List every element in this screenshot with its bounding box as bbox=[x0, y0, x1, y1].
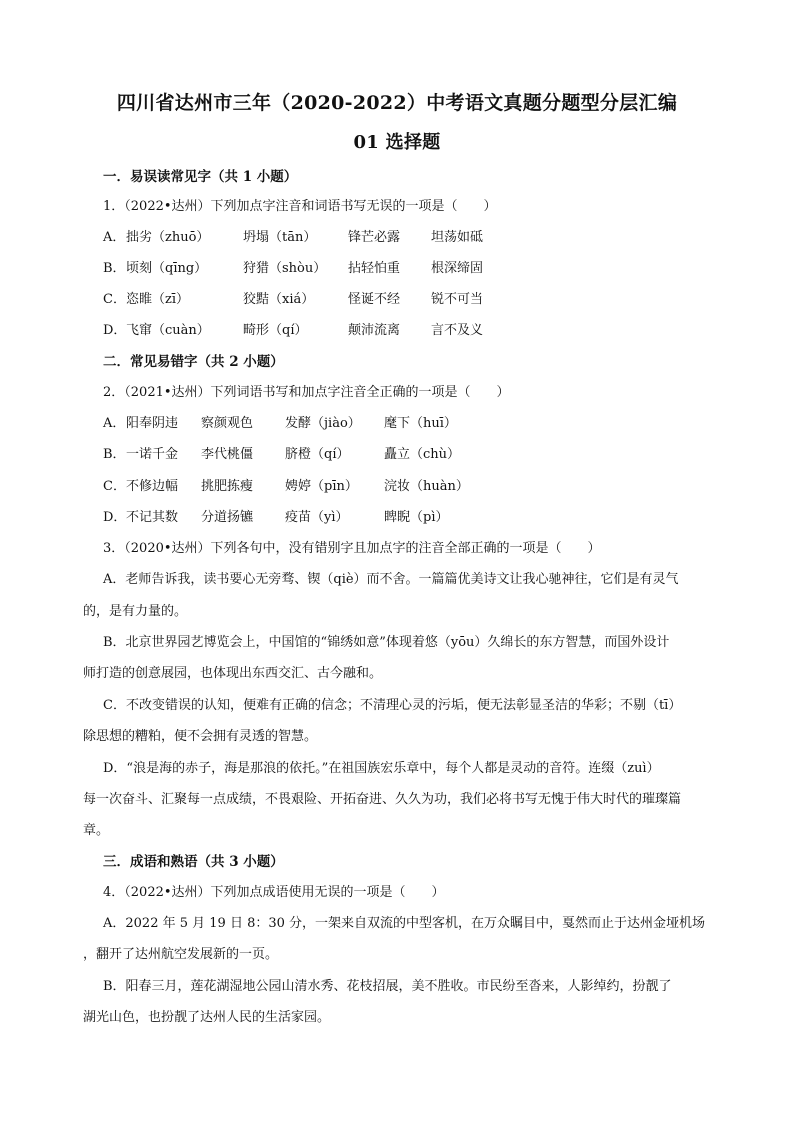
option-item: 发酵（jiào） bbox=[285, 416, 361, 431]
option-item: 脐橙（qí） bbox=[285, 447, 350, 462]
option-item: 拈轻怕重 bbox=[348, 261, 401, 276]
question-stem: 4．（2022•达州）下列加点成语使用无误的一项是（ ） bbox=[103, 885, 445, 900]
paragraph-line: 师打造的创意展园，也体现出东西交汇、古今融和。 bbox=[83, 666, 383, 681]
option-item: 察颜观色 bbox=[201, 416, 254, 431]
option-item: 娉婷（pīn） bbox=[285, 479, 358, 494]
option-item: 畸形（qí） bbox=[243, 323, 308, 338]
document-subtitle: 01 选择题 bbox=[353, 132, 441, 153]
option-item: 拙劣（zhuō） bbox=[126, 230, 210, 245]
option-item: 顷刻（qīng） bbox=[126, 261, 208, 276]
option-item: 颠沛流离 bbox=[348, 323, 401, 338]
option-item: 疫苗（yì） bbox=[285, 510, 349, 525]
option-label: A． bbox=[103, 416, 126, 431]
option-item: 根深缔固 bbox=[431, 261, 484, 276]
paragraph-line: 章。 bbox=[83, 823, 110, 838]
option-item: 锐不可当 bbox=[431, 292, 484, 307]
option-item: 狩猎（shòu） bbox=[243, 261, 327, 276]
paragraph-line: D．“浪是海的赤子，海是那浪的依托。”在祖国族宏乐章中，每个人都是灵动的音符。连缀（zuì） bbox=[103, 761, 660, 776]
option-item: 阳奉阴违 bbox=[126, 416, 179, 431]
option-item: 不记其数 bbox=[126, 510, 179, 525]
paragraph-line: ，翻开了达州航空发展新的一页。 bbox=[83, 947, 279, 962]
option-item: 矗立（chù） bbox=[384, 447, 461, 462]
option-item: 挑肥拣瘦 bbox=[201, 479, 254, 494]
paragraph-line: 每一次奋斗、汇聚每一点成绩，不畏艰险、开拓奋进、久久为功，我们必将书写无愧于伟大时代的璀璨篇 bbox=[83, 792, 682, 807]
question-stem: 2．（2021•达州）下列词语书写和加点字注音全正确的一项是（ ） bbox=[103, 385, 510, 400]
paragraph-line: C．不改变错误的认知，便难有正确的信念；不清理心灵的污垢，便无法彰显圣洁的华彩；不剔（tī） bbox=[103, 698, 682, 713]
option-item: 分道扬镳 bbox=[201, 510, 254, 525]
document-title: 四川省达州市三年（2020-2022）中考语文真题分题型分层汇编 bbox=[116, 92, 678, 114]
paragraph-line: 的，是有力量的。 bbox=[83, 604, 188, 619]
option-item: 睥睨（pì） bbox=[384, 510, 449, 525]
paragraph-line: 除思想的糟粕，便不会拥有灵透的智慧。 bbox=[83, 729, 318, 744]
option-label: A． bbox=[103, 230, 126, 245]
option-label: B． bbox=[103, 261, 126, 276]
option-item: 怪诞不经 bbox=[348, 292, 401, 307]
question-stem: 3．（2020•达州）下列各句中，没有错别字且加点字的注音全部正确的一项是（ ） bbox=[103, 541, 601, 556]
option-item: 麾下（huī） bbox=[384, 416, 457, 431]
option-label: D． bbox=[103, 323, 127, 338]
option-item: 坍塌（tān） bbox=[243, 230, 317, 245]
option-item: 锋芒必露 bbox=[348, 230, 401, 245]
section-heading: 二．常见易错字（共 2 小题） bbox=[103, 354, 284, 370]
section-heading: 三．成语和熟语（共 3 小题） bbox=[103, 854, 284, 870]
paragraph-line: B．阳春三月，莲花湖湿地公园山清水秀、花枝招展，美不胜收。市民纷至沓来，人影绰约，扮靓了 bbox=[103, 979, 672, 994]
paragraph-line: B．北京世界园艺博览会上，中国馆的“锦绣如意”体现着悠（yōu）久绵长的东方智慧，而国外设计 bbox=[103, 635, 670, 650]
paragraph-line: A．老师告诉我，读书要心无旁骛、锲（qiè）而不舍。一篇篇优美诗文让我心驰神往，它们是有灵气 bbox=[103, 572, 679, 587]
option-label: C． bbox=[103, 479, 126, 494]
option-item: 不修边幅 bbox=[126, 479, 179, 494]
question-stem: 1．（2022•达州）下列加点字注音和词语书写无误的一项是（ ） bbox=[103, 199, 497, 214]
section-heading: 一．易误读常见字（共 1 小题） bbox=[103, 169, 298, 185]
paragraph-line: A．2022 年 5 月 19 日 8：30 分，一架来自双流的中型客机，在万众瞩目中，戛然而止于达州金垭机场 bbox=[103, 916, 706, 931]
option-label: D． bbox=[103, 510, 127, 525]
option-item: 狡黠（xiá） bbox=[243, 292, 315, 307]
option-item: 李代桃僵 bbox=[201, 447, 254, 462]
option-item: 恣睢（zī） bbox=[126, 292, 190, 307]
option-label: B． bbox=[103, 447, 126, 462]
option-item: 飞窜（cuàn） bbox=[126, 323, 210, 338]
paragraph-line: 湖光山色，也扮靓了达州人民的生活家园。 bbox=[83, 1010, 331, 1025]
option-item: 言不及义 bbox=[431, 323, 484, 338]
option-label: C． bbox=[103, 292, 126, 307]
option-item: 坦荡如砥 bbox=[431, 230, 484, 245]
option-item: 浣妆（huàn） bbox=[384, 479, 469, 494]
option-item: 一诺千金 bbox=[126, 447, 179, 462]
